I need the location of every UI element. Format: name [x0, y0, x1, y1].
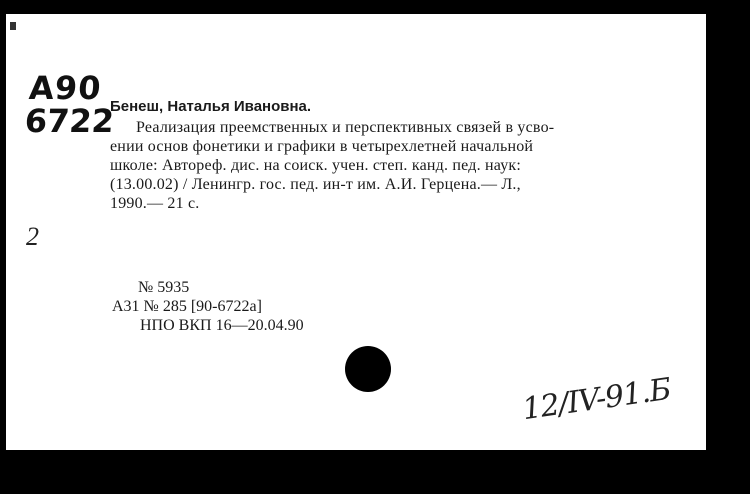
shelf-mark-line-2: 6722 [23, 102, 116, 140]
description-line: школе: Автореф. дис. на соиск. учен. степ. канд. пед. наук: [110, 157, 522, 174]
handwritten-date: 12/IV-91.Б [520, 371, 673, 428]
description-line: (13.00.02) / Ленингр. гос. пед. ин-т им. А.И. Герцена.— Л., [110, 176, 521, 193]
title-description [110, 118, 666, 213]
shelf-mark [23, 69, 118, 140]
author-name: Бенеш, Наталья Ивановна. [110, 98, 312, 115]
description-line: 1990.— 21 с. [110, 195, 200, 212]
accession-info [112, 278, 304, 335]
accession-number: № 5935 [138, 279, 190, 296]
card-corner-mark [10, 22, 16, 30]
shelf-mark-line-1: А90 [27, 69, 103, 107]
catalog-reference: А31 № 285 [90-6722а] [112, 298, 262, 315]
card-punch-hole [345, 346, 391, 392]
card-entry [110, 97, 666, 213]
description-line: Реализация преемственных и перспективных связей в усво- [136, 119, 555, 136]
margin-handwritten-mark: 2 [26, 222, 39, 251]
description-line: ении основ фонетики и графики в четырехлетней начальной [110, 138, 534, 155]
publisher-stamp: НПО ВКП 16—20.04.90 [140, 317, 304, 334]
